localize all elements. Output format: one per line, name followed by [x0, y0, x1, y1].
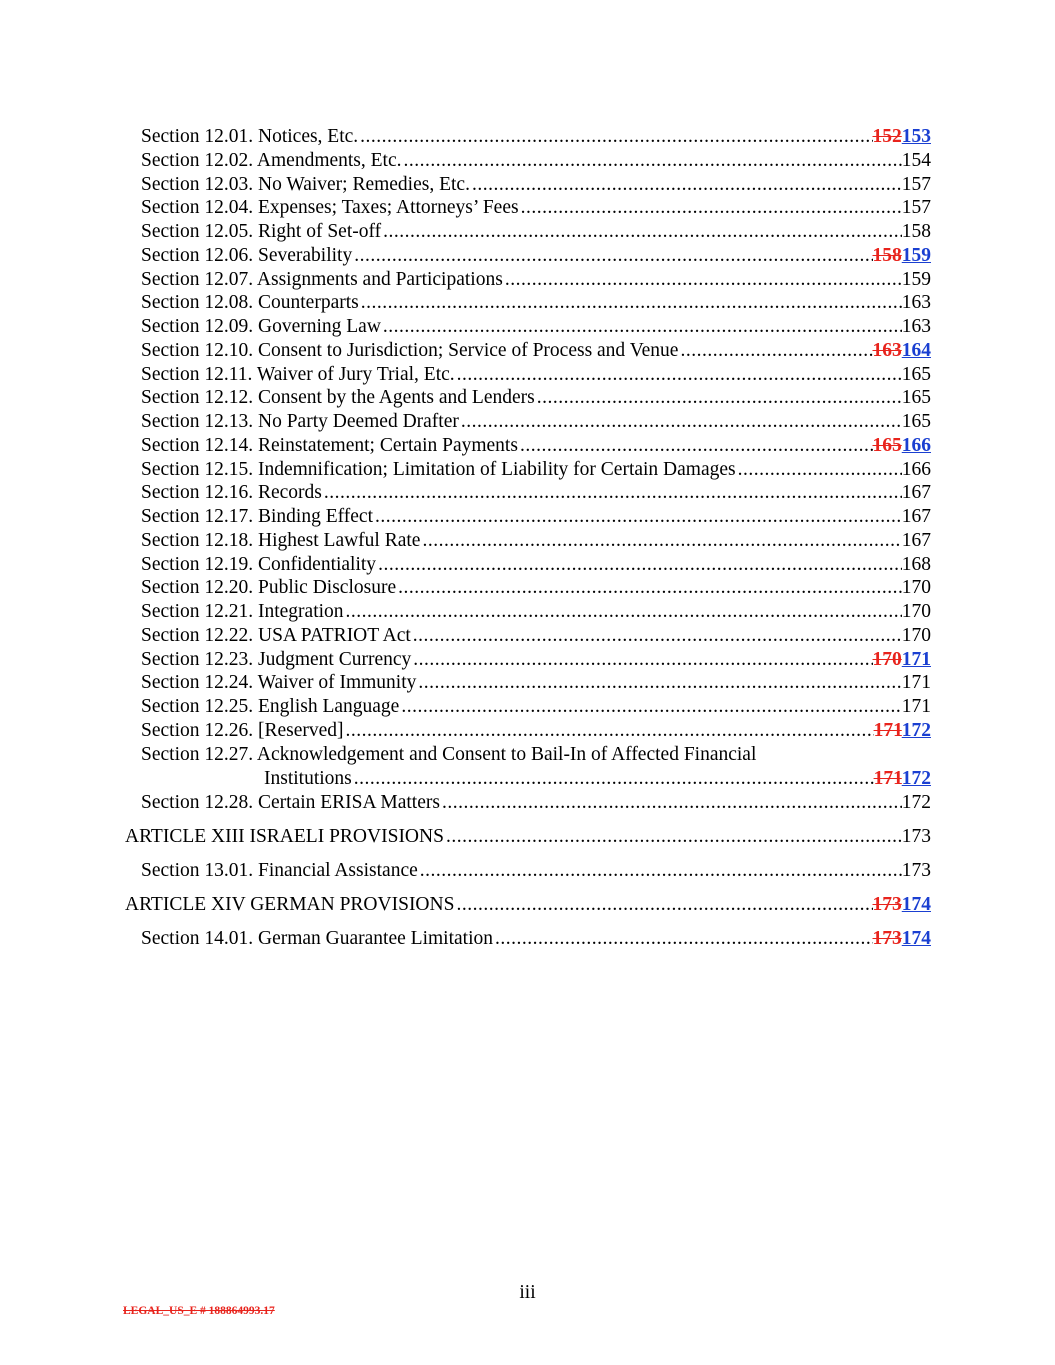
- dot-leader: [420, 859, 902, 883]
- toc-entry[interactable]: [141, 268, 931, 292]
- toc-entry-title: Section 12.12. Consent by the Agents and Lenders: [141, 387, 535, 409]
- dot-leader: [346, 600, 902, 624]
- toc-page-number: 171: [901, 696, 931, 717]
- toc-page-number: 167: [901, 482, 931, 504]
- dot-leader: [461, 410, 902, 434]
- dot-leader: [324, 481, 902, 505]
- toc-entry-title: Section 12.19. Confidentiality: [141, 553, 377, 575]
- dot-leader: [446, 825, 902, 849]
- inserted-page-number[interactable]: 164: [901, 339, 931, 361]
- toc-entry[interactable]: [141, 173, 931, 197]
- toc-entry[interactable]: [141, 244, 931, 268]
- toc-entry-title: Section 12.13. No Party Deemed Drafter: [141, 411, 459, 432]
- toc-entry-12-27-line1[interactable]: [141, 743, 756, 767]
- toc-entry-12-27-line2[interactable]: [264, 767, 931, 791]
- dot-leader: [505, 268, 902, 292]
- dot-leader: [378, 553, 902, 577]
- dot-leader: [361, 291, 902, 315]
- dot-leader: [495, 927, 873, 951]
- dot-leader: [383, 220, 902, 244]
- toc-entry-title: Section 12.24. Waiver of Immunity: [141, 672, 417, 694]
- toc-page-number: 173: [901, 826, 931, 847]
- dot-leader: [472, 173, 902, 197]
- toc-entry-12-28[interactable]: [141, 791, 931, 815]
- toc-entry-title: Section 13.01. Financial Assistance: [141, 860, 418, 881]
- toc-page-number: 173: [901, 860, 931, 881]
- dot-leader: [401, 695, 901, 719]
- toc-page-ref: [873, 244, 932, 268]
- deleted-page-number: 170: [872, 648, 902, 670]
- dot-leader: [456, 893, 872, 917]
- dot-leader: [346, 719, 874, 743]
- toc-entry[interactable]: [141, 600, 931, 624]
- dot-leader: [418, 671, 901, 695]
- toc-page-ref: [874, 719, 931, 743]
- dot-leader: [680, 339, 872, 363]
- toc-entry[interactable]: [141, 125, 931, 149]
- dot-leader: [398, 576, 902, 600]
- toc-entry[interactable]: [141, 671, 931, 695]
- toc-entry-title: Section 12.08. Counterparts: [141, 292, 359, 314]
- dot-leader: [413, 624, 902, 648]
- toc-article-title: ARTICLE XIV GERMAN PROVISIONS: [125, 894, 455, 915]
- inserted-page-number[interactable]: 166: [901, 434, 931, 456]
- toc-entry[interactable]: [141, 624, 931, 648]
- inserted-page-number[interactable]: 171: [901, 648, 931, 670]
- page-number: iii: [519, 1282, 536, 1303]
- toc-entry-title: Section 12.18. Highest Lawful Rate: [141, 529, 421, 551]
- toc-entry-title: Section 12.23. Judgment Currency: [141, 648, 412, 670]
- toc-entry-title: Section 12.21. Integration: [141, 601, 344, 622]
- toc-page-number: 159: [901, 268, 931, 290]
- toc-entry-title: Section 12.20. Public Disclosure: [141, 577, 397, 599]
- toc-entry[interactable]: [141, 434, 931, 458]
- toc-entry-title: Section 12.01. Notices, Etc.: [141, 126, 359, 147]
- toc-entry[interactable]: [141, 315, 931, 339]
- toc-entry[interactable]: [141, 719, 931, 743]
- toc-entry[interactable]: [141, 291, 931, 315]
- inserted-page-number[interactable]: 172: [901, 768, 931, 789]
- toc-page-number: 163: [901, 316, 931, 337]
- dot-leader: [537, 386, 902, 410]
- toc-article-14[interactable]: [125, 893, 931, 917]
- deleted-page-number: 173: [872, 894, 902, 915]
- deleted-page-number: 163: [872, 339, 902, 361]
- dot-leader: [457, 363, 902, 387]
- toc-page-number: 170: [901, 577, 931, 599]
- toc-page-number: 172: [901, 792, 931, 813]
- toc-entry[interactable]: [141, 410, 931, 434]
- toc-page-number: 166: [901, 458, 931, 480]
- dot-leader: [422, 529, 901, 553]
- dot-leader: [354, 244, 872, 268]
- dot-leader: [383, 315, 902, 339]
- dot-leader: [360, 125, 872, 149]
- toc-page-number: 170: [901, 601, 931, 622]
- toc-entry-title: Section 12.14. Reinstatement; Certain Payments: [141, 434, 518, 456]
- toc-page-ref: [873, 893, 932, 917]
- toc-entry-title: Section 12.26. [Reserved]: [141, 719, 344, 741]
- toc-entry-title: Section 12.07. Assignments and Participations: [141, 268, 503, 290]
- toc-page-number: 171: [901, 672, 931, 694]
- toc-page-number: 165: [901, 387, 931, 409]
- toc-page-number: 167: [901, 529, 931, 551]
- toc-entry-title: Institutions: [264, 768, 352, 789]
- toc-page-ref: [873, 339, 932, 363]
- toc-entry[interactable]: [141, 576, 931, 600]
- dot-leader: [520, 434, 873, 458]
- deleted-page-number: 171: [873, 768, 902, 789]
- inserted-page-number[interactable]: 174: [901, 928, 931, 949]
- dot-leader: [354, 767, 874, 791]
- toc-page-number: 157: [901, 197, 931, 219]
- toc-entry[interactable]: [141, 363, 931, 387]
- toc-entry[interactable]: [141, 149, 931, 173]
- toc-entry-title: Section 12.15. Indemnification; Limitation of Liability for Certain Damages: [141, 458, 736, 480]
- toc-entry-title: Section 12.03. No Waiver; Remedies, Etc.: [141, 173, 470, 195]
- toc-page-ref: [873, 648, 932, 672]
- toc-entry[interactable]: [141, 695, 931, 719]
- deleted-page-number: 158: [872, 244, 902, 266]
- toc-page-ref: [873, 434, 932, 458]
- inserted-page-number[interactable]: 172: [901, 719, 931, 741]
- toc-entry[interactable]: [141, 529, 931, 553]
- deleted-page-number: 152: [872, 126, 902, 147]
- toc-entry-title: Section 12.09. Governing Law: [141, 316, 381, 337]
- deleted-page-number: 173: [872, 928, 902, 949]
- toc-page-ref: [874, 767, 931, 791]
- inserted-page-number[interactable]: 153: [901, 126, 931, 147]
- toc-page-number: 165: [901, 411, 931, 432]
- inserted-page-number[interactable]: 159: [901, 244, 931, 266]
- toc-entry-title: Section 12.10. Consent to Jurisdiction; Service of Process and Venue: [141, 339, 679, 361]
- toc-entry-title: Section 12.16. Records: [141, 482, 322, 504]
- toc-entry-title: Section 12.04. Expenses; Taxes; Attorneys’ Fees: [141, 197, 519, 219]
- toc-entry[interactable]: [141, 481, 931, 505]
- toc-entry[interactable]: [141, 339, 931, 363]
- deleted-page-number: 171: [873, 719, 902, 741]
- toc-page-number: 163: [901, 292, 931, 314]
- toc-entry[interactable]: [141, 553, 931, 577]
- toc-page-number: 167: [901, 506, 931, 527]
- inserted-page-number[interactable]: 174: [901, 894, 931, 915]
- dot-leader: [442, 791, 902, 815]
- toc-page-ref: [873, 125, 932, 149]
- document-id: LEGAL_US_E # 188864993.17: [123, 1305, 275, 1317]
- toc-entry[interactable]: [141, 505, 931, 529]
- toc-entry-14-01[interactable]: [141, 927, 931, 951]
- toc-page-number: 158: [901, 221, 931, 242]
- deleted-page-number: 165: [872, 434, 902, 456]
- toc-entry-title: Section 12.17. Binding Effect: [141, 506, 373, 527]
- toc-entry[interactable]: [141, 196, 931, 220]
- dot-leader: [404, 149, 902, 173]
- toc-entry-title: Section 12.25. English Language: [141, 696, 400, 717]
- toc-page-number: 154: [901, 149, 931, 171]
- toc-entry-title: Section 12.11. Waiver of Jury Trial, Etc.: [141, 363, 455, 385]
- dot-leader: [521, 196, 902, 220]
- toc-entry-title: Section 12.06. Severability: [141, 244, 353, 266]
- toc-article-title: ARTICLE XIII ISRAELI PROVISIONS: [125, 826, 444, 847]
- toc-page-number: 168: [901, 553, 931, 575]
- toc-page-number: 170: [901, 624, 931, 646]
- toc-page-number: 165: [901, 363, 931, 385]
- toc-entry-title: Section 12.27. Acknowledgement and Consent to Bail-In of Affected Financial: [141, 744, 757, 765]
- toc-entry-title: Section 12.28. Certain ERISA Matters: [141, 792, 440, 813]
- toc-entry[interactable]: [141, 386, 931, 410]
- toc-entry-title: Section 12.02. Amendments, Etc.: [141, 149, 402, 171]
- toc-entry-13-01[interactable]: [141, 859, 931, 883]
- dot-leader: [738, 458, 902, 482]
- toc-page-ref: [873, 927, 932, 951]
- toc-entry[interactable]: [141, 458, 931, 482]
- toc-entry[interactable]: [141, 648, 931, 672]
- toc-page-number: 157: [901, 173, 931, 195]
- toc-entry[interactable]: [141, 220, 931, 244]
- toc-entry-title: Section 12.22. USA PATRIOT Act: [141, 624, 411, 646]
- toc-entry-title: Section 14.01. German Guarantee Limitation: [141, 928, 493, 949]
- dot-leader: [375, 505, 902, 529]
- dot-leader: [413, 648, 872, 672]
- toc-article-13[interactable]: [125, 825, 931, 849]
- toc-entry-title: Section 12.05. Right of Set-off: [141, 221, 382, 242]
